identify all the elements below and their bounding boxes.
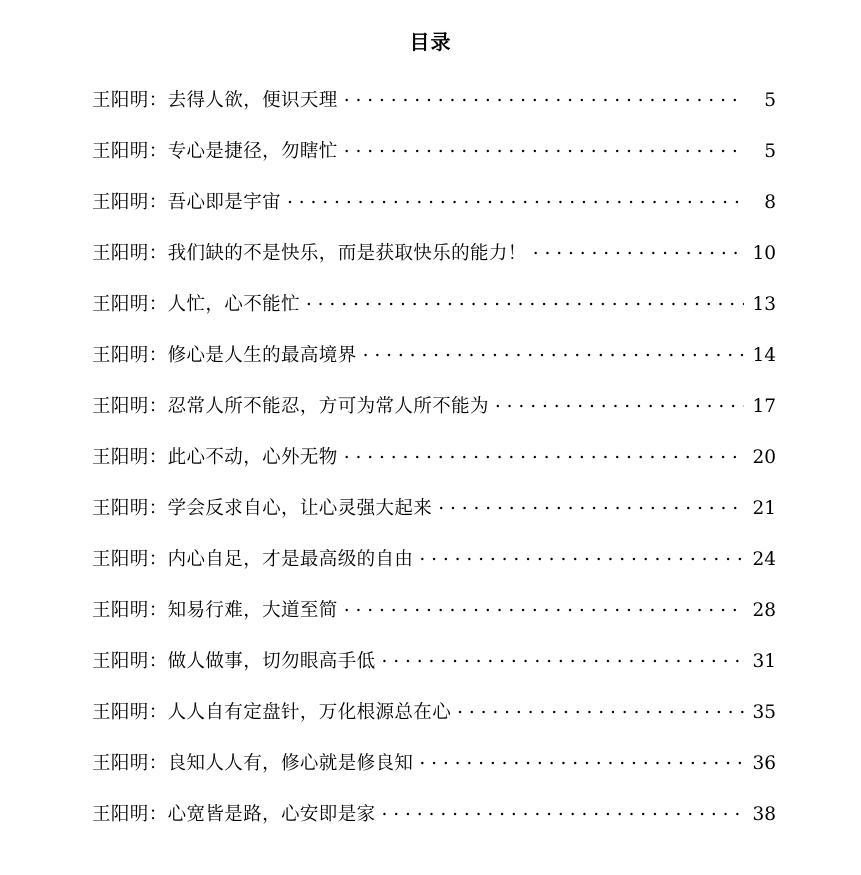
toc-page-number: 5	[764, 89, 776, 111]
toc-entry[interactable]	[0, 240, 861, 291]
toc-entry-label: 王阳明：人忙，心不能忙	[92, 293, 300, 315]
toc-entry-label: 王阳明：做人做事，切勿眼高手低	[92, 650, 376, 672]
toc-leader-dots	[419, 546, 744, 565]
toc-page-number: 14	[752, 344, 776, 366]
toc-page-number: 36	[752, 752, 776, 774]
toc-page-number: 8	[764, 191, 776, 213]
toc-entry-label: 王阳明：心宽皆是路，心安即是家	[92, 803, 376, 825]
toc-entry-label: 王阳明：去得人欲，便识天理	[92, 89, 338, 111]
toc-page-number: 28	[752, 599, 776, 621]
toc-leader-dots	[344, 87, 744, 106]
toc-leader-dots	[419, 750, 744, 769]
toc-page-number: 10	[752, 242, 776, 264]
toc-page-number: 21	[752, 497, 776, 519]
toc-leader-dots	[344, 597, 744, 616]
toc-entry[interactable]	[0, 342, 861, 393]
toc-list	[0, 87, 861, 852]
toc-page-number: 17	[752, 395, 776, 417]
toc-entry[interactable]	[0, 750, 861, 801]
document-page	[0, 26, 861, 875]
toc-leader-dots	[438, 495, 744, 514]
toc-leader-dots	[382, 648, 744, 667]
toc-page-number: 38	[752, 803, 776, 825]
toc-entry[interactable]	[0, 393, 861, 444]
toc-entry-label: 王阳明：知易行难，大道至简	[92, 599, 338, 621]
toc-entry-label: 王阳明：吾心即是宇宙	[92, 191, 282, 213]
toc-entry-label: 王阳明：良知人人有，修心就是修良知	[92, 752, 414, 774]
toc-entry[interactable]	[0, 597, 861, 648]
toc-leader-dots	[344, 138, 744, 157]
toc-entry-label: 王阳明：此心不动，心外无物	[92, 446, 338, 468]
toc-page-number: 5	[764, 140, 776, 162]
toc-leader-dots	[344, 444, 744, 463]
toc-entry[interactable]	[0, 189, 861, 240]
toc-entry[interactable]	[0, 495, 861, 546]
page-title: 目录	[409, 30, 452, 54]
toc-entry[interactable]	[0, 138, 861, 189]
toc-leader-dots	[533, 240, 744, 259]
toc-entry-label: 王阳明：我们缺的不是快乐，而是获取快乐的能力！	[92, 242, 527, 264]
toc-leader-dots	[495, 393, 744, 412]
toc-entry-label: 王阳明：人人自有定盘针，万化根源总在心	[92, 701, 452, 723]
toc-entry[interactable]	[0, 87, 861, 138]
toc-page-number: 24	[752, 548, 776, 570]
toc-leader-dots	[306, 291, 744, 310]
toc-entry-label: 王阳明：忍常人所不能忍，方可为常人所不能为	[92, 395, 489, 417]
toc-page-number: 31	[752, 650, 776, 672]
toc-leader-dots	[382, 801, 744, 820]
toc-entry[interactable]	[0, 546, 861, 597]
toc-leader-dots	[363, 342, 744, 361]
toc-page-number: 20	[752, 446, 776, 468]
toc-entry-label: 王阳明：内心自足，才是最高级的自由	[92, 548, 414, 570]
toc-entry[interactable]	[0, 801, 861, 852]
toc-entry-label: 王阳明：专心是捷径，勿瞎忙	[92, 140, 338, 162]
toc-page-number: 35	[752, 701, 776, 723]
toc-entry[interactable]	[0, 291, 861, 342]
toc-entry[interactable]	[0, 444, 861, 495]
toc-entry[interactable]	[0, 699, 861, 750]
toc-leader-dots	[457, 699, 744, 718]
toc-entry-label: 王阳明：学会反求自心，让心灵强大起来	[92, 497, 433, 519]
toc-leader-dots	[287, 189, 744, 208]
toc-entry[interactable]	[0, 648, 861, 699]
toc-entry-label: 王阳明：修心是人生的最高境界	[92, 344, 357, 366]
toc-page-number: 13	[752, 293, 776, 315]
